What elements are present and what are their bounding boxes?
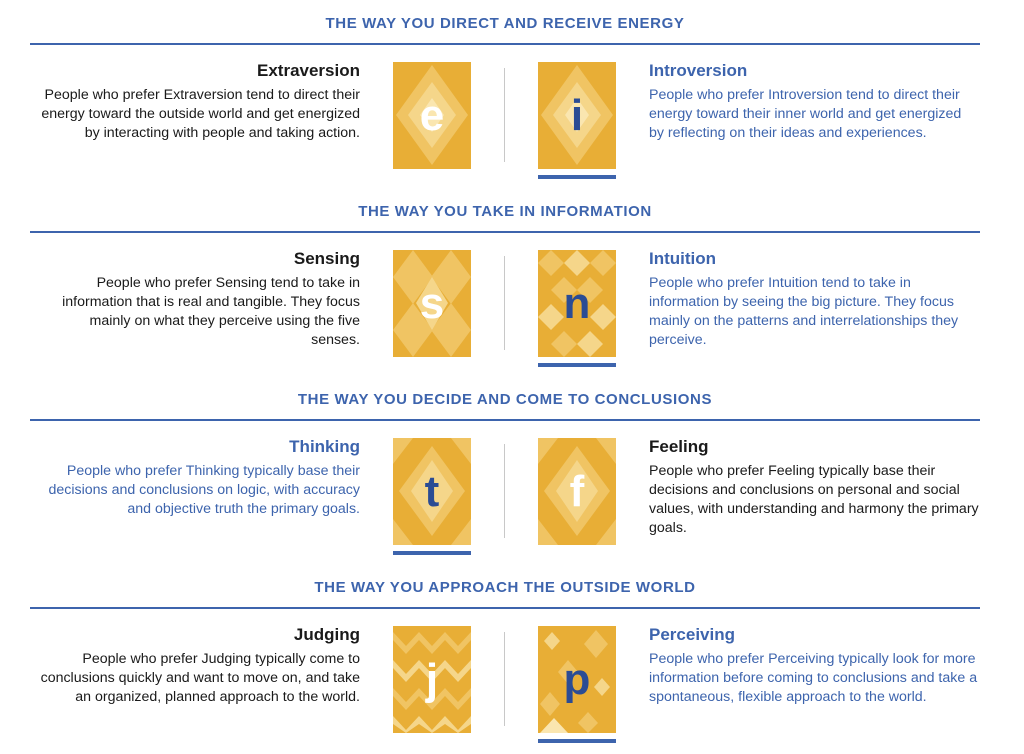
section-title: THE WAY YOU DECIDE AND COME TO CONCLUSIONS [297,391,713,408]
preference-letter: j [425,654,439,704]
vertical-divider [504,444,505,538]
letter-tile-n [538,250,616,357]
preference-right [649,61,979,143]
section-title: THE WAY YOU APPROACH THE OUTSIDE WORLD [314,579,696,596]
preference-description: People who prefer Judging typically come to conclusions quickly and want to move on, and take an organized, planned approach to the world. [40,651,360,705]
preference-heading: Judging [293,625,360,644]
section-divider-line [30,43,980,45]
section-divider-line [30,419,980,421]
preference-description: People who prefer Extraversion tend to direct their energy toward the outside world and get energized by interacting with people and taking action. [41,87,360,141]
letter-tile-t [393,438,471,545]
preference-letter: t [424,466,440,516]
letter-tile-s [393,250,471,357]
preference-heading: Introversion [649,61,748,80]
section-title: THE WAY YOU DIRECT AND RECEIVE ENERGY [325,15,685,32]
preference-right [649,249,979,350]
section-energy [0,0,1024,188]
vertical-divider [504,68,505,162]
vertical-divider [504,256,505,350]
preference-right [649,625,979,707]
preference-letter: i [570,90,584,140]
letter-tile-i [538,62,616,169]
letter-tile-p [538,626,616,733]
selected-underline [393,551,471,555]
preference-left [40,61,360,143]
selected-underline [538,363,616,367]
section-divider-line [30,231,980,233]
section-information [0,188,1024,376]
preference-heading: Feeling [649,437,709,456]
preference-left [40,249,360,350]
selected-underline [538,739,616,743]
preference-heading: Perceiving [649,625,735,644]
vertical-divider [504,632,505,726]
preference-heading: Intuition [649,249,717,268]
preference-description: People who prefer Intuition tend to take in information by seeing the big picture. They focus mainly on the patterns and interrelationships they perceive. [649,275,959,348]
section-title: THE WAY YOU TAKE IN INFORMATION [358,203,652,220]
preference-description: People who prefer Feeling typically base their decisions and conclusions on personal and social values, with understanding and harmony the primary goals. [649,463,979,536]
preference-letter: n [563,278,591,328]
letter-tile-e [393,62,471,169]
section-divider-line [30,607,980,609]
preference-letter: p [563,654,591,704]
section-decisions [0,376,1024,564]
preference-right [649,437,979,538]
section-outside-world [0,564,1024,752]
preference-left [40,437,360,519]
letter-tile-f [538,438,616,545]
preference-description: People who prefer Introversion tend to direct their energy toward their inner world and get energized by reflecting on their ideas and experiences. [649,87,962,141]
preference-letter: f [569,466,585,516]
preference-description: People who prefer Thinking typically base their decisions and conclusions on logic, with accuracy and objective truth the primary goals. [48,463,360,517]
preference-heading: Extraversion [257,61,360,80]
preference-letter: e [419,90,445,140]
preference-left [40,625,360,707]
preference-heading: Thinking [289,437,360,456]
letter-tile-j [393,626,471,733]
preference-letter: s [419,278,445,328]
selected-underline [538,175,616,179]
preference-heading: Sensing [293,249,360,268]
preference-description: People who prefer Sensing tend to take in information that is real and tangible. They focus mainly on what they perceive using the five senses. [62,275,360,348]
preference-description: People who prefer Perceiving typically look for more information before coming to conclusions and take a spontaneous, flexible approach to the world. [649,651,978,705]
